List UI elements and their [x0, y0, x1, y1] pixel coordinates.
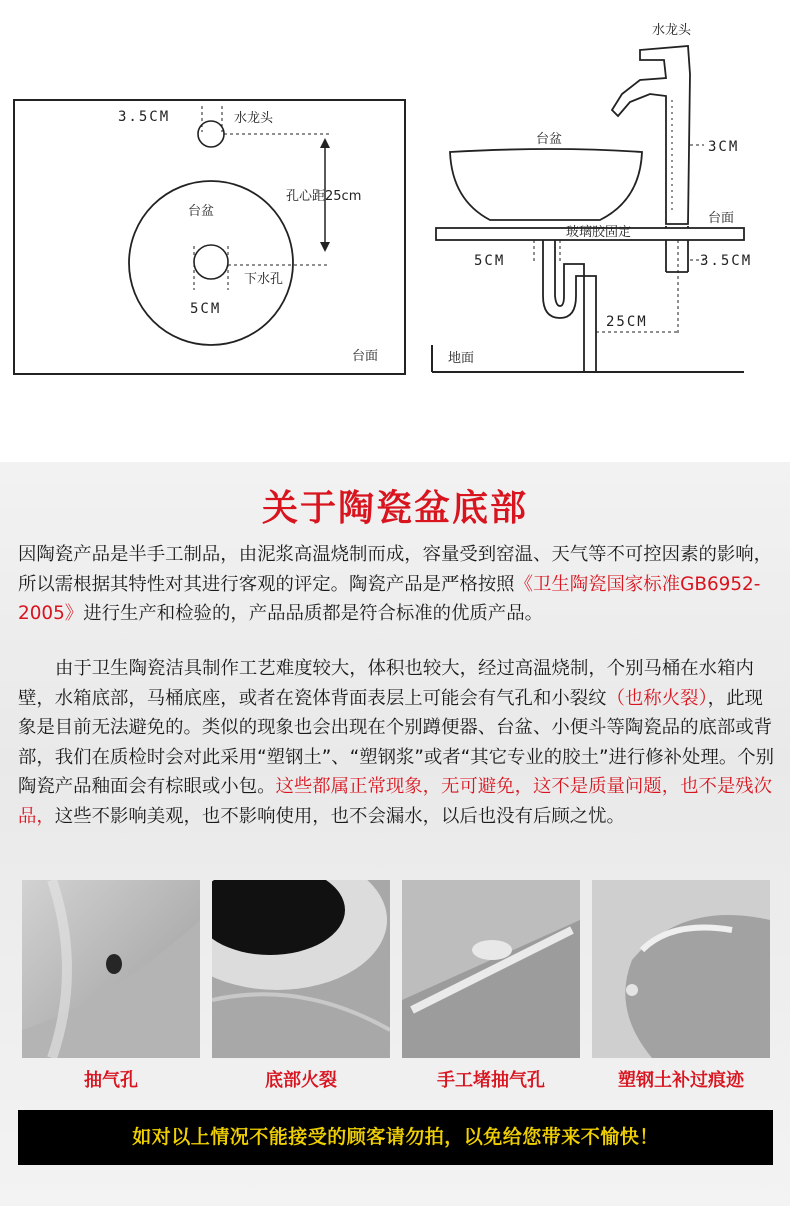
installation-diagram	[0, 0, 790, 420]
vessel-basin	[450, 149, 642, 220]
p2-normal-note: 这些都属正常现象，无可避免，这不是质量问题，也不是残次品，	[18, 776, 773, 827]
caption-repair-trace: 塑钢土补过痕迹	[618, 1070, 744, 1091]
drain-label: 下水孔	[244, 272, 284, 287]
spacing-label: 25CM	[606, 314, 648, 330]
notice-title: 关于陶瓷盆底部	[261, 488, 528, 529]
p1-text-end: 进行生产和检验的，产品品质都是符合标准的优质产品。	[83, 603, 543, 624]
countertop-outline	[14, 100, 405, 374]
faucet-hole-size: 3.5CM	[118, 109, 171, 125]
vent-hole-photo	[22, 880, 200, 1058]
top-view-diagram	[14, 100, 405, 374]
p1-standard: 《卫生陶瓷国家标准GB6952-2005》	[18, 573, 761, 624]
repair-trace-photo	[592, 880, 770, 1058]
counter-label-right: 台面	[708, 211, 735, 226]
notice-section	[0, 462, 790, 1206]
faucet-height: 3CM	[708, 139, 740, 155]
floor-label: 地面	[448, 351, 475, 366]
plugged-vent-photo	[402, 880, 580, 1058]
faucet-hole-size-right: 3.5CM	[700, 253, 753, 269]
bottom-crack-photo	[212, 880, 390, 1058]
caption-plugged-vent: 手工堵抽气孔	[437, 1070, 545, 1091]
center-distance-label: 孔心距25cm	[286, 189, 362, 204]
drain-size-right: 5CM	[474, 253, 506, 269]
drain-trap	[543, 240, 596, 372]
drain-size: 5CM	[190, 301, 222, 317]
p2-text-mid: ，此现象是目前无法避免的。类似的现象也会出现在个别蹲便器、台盆、小便斗等陶瓷品的底部或背部，我们在质检时会对此采用“塑钢土”、“塑钢浆”或者“其它专业的胶土”进行修补处理。个别陶瓷产品釉面会有棕眼或小包。	[18, 687, 775, 797]
faucet-top-label: 水龙头	[652, 23, 692, 38]
p1-text: 因陶瓷产品是半手工制品，由泥浆高温烧制而成，容量受到窑温、天气等不可控因素的影响，所以需根据其特性对其进行客观的评定。陶瓷产品是严格按照	[18, 544, 773, 595]
basin-label-right: 台盆	[536, 132, 563, 147]
paragraph-2	[18, 654, 776, 831]
drain-hole	[194, 245, 228, 279]
side-view-diagram	[432, 22, 752, 372]
warning-banner: 如对以上情况不能接受的顾客请勿拍，以免给您带来不愉快！	[18, 1110, 773, 1165]
p2-text-end: 这些不影响美观，也不影响使用，也不会漏水，以后也没有后顾之忧。	[54, 805, 625, 827]
p2-text: 由于卫生陶瓷洁具制作工艺难度较大，体积也较大，经过高温烧制，个别马桶在水箱内壁，水箱底部，马桶底座，或者在瓷体背面表层上可能会有气孔和小裂纹	[18, 658, 754, 709]
caption-bottom-crack: 底部火裂	[265, 1070, 337, 1091]
counter-label-left: 台面	[352, 349, 379, 364]
paragraph-1	[18, 540, 776, 629]
caption-vent-hole: 抽气孔	[84, 1070, 138, 1091]
example-photos	[22, 880, 772, 1090]
faucet-label: 水龙头	[234, 111, 274, 126]
p2-crack-note: （也称火裂）	[606, 687, 708, 709]
basin-label: 台盆	[188, 204, 215, 219]
glue-label: 玻璃胶固定	[566, 225, 632, 240]
